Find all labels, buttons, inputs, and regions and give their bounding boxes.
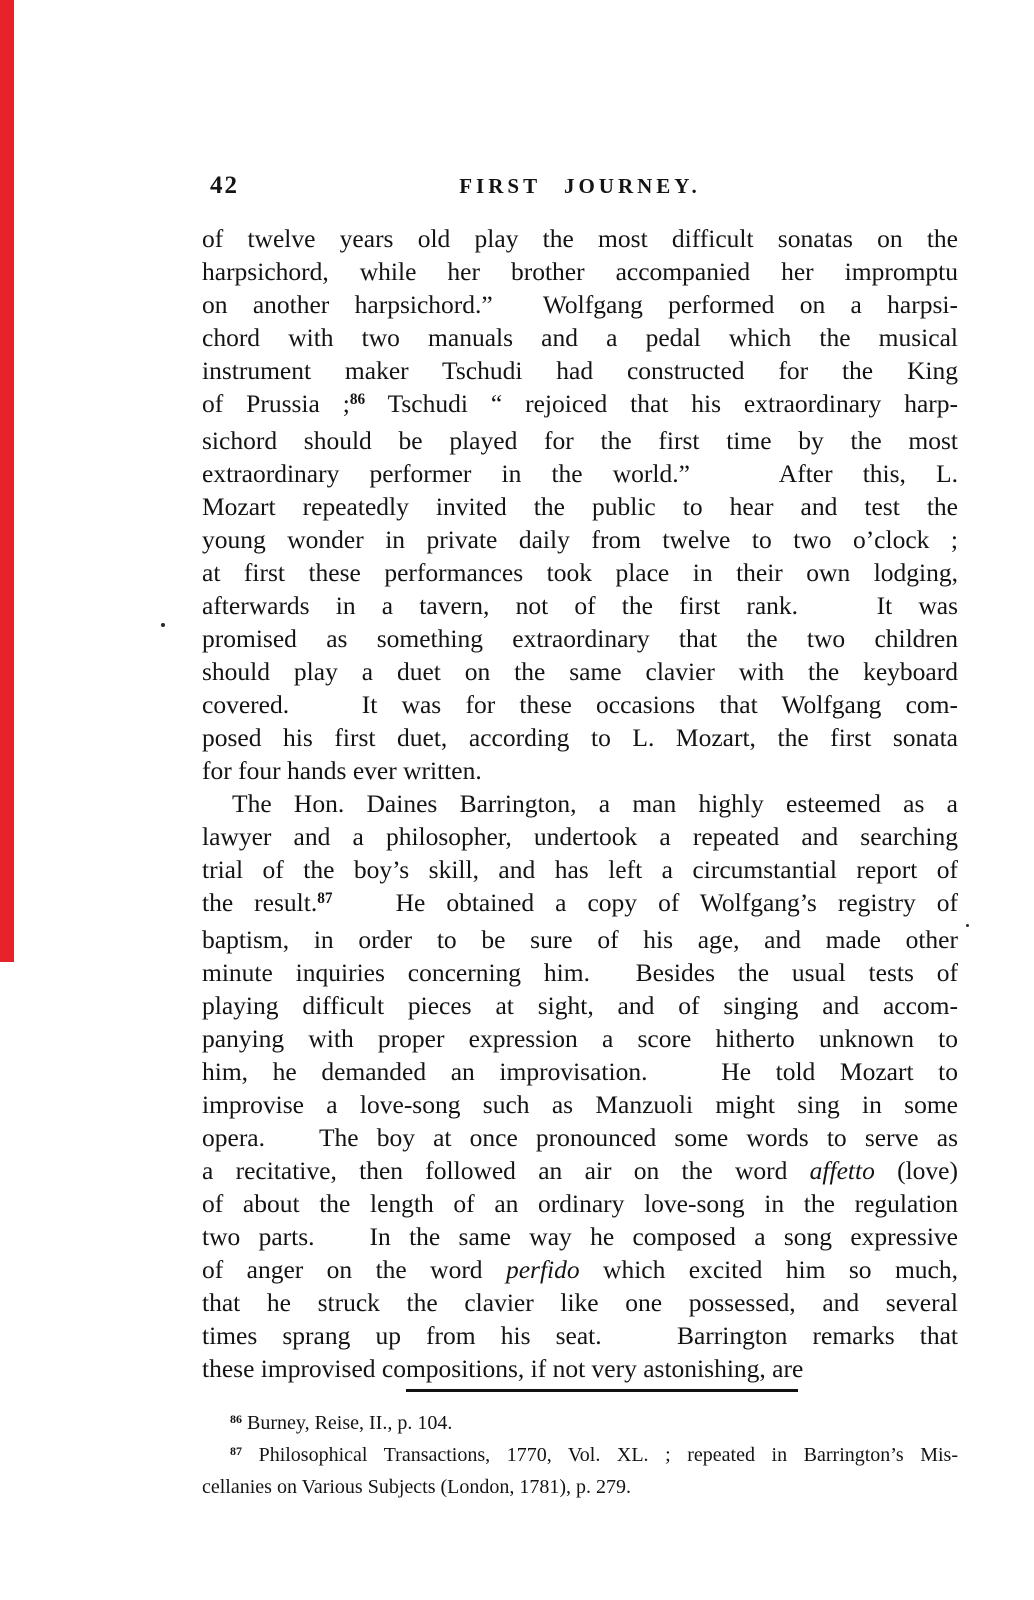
text-run: promised as something extraordinary that the two children [202,624,958,653]
scan-speck [161,623,165,627]
footnote-ref: 87 [230,1444,242,1458]
text-run: panying with proper expression a score hitherto unknown to [202,1024,958,1053]
text-line [202,886,958,923]
text-run: Mozart repeatedly invited the public to hear and test the [202,492,958,521]
text-run: young wonder in private daily from twelve to two o’clock ; [202,525,958,554]
text-run: perfido [505,1255,580,1284]
text-run: two parts. In the same way he composed a song expressive [202,1222,958,1251]
text-line [202,989,958,1022]
text-line [202,923,958,956]
paragraph [202,787,958,1385]
text-line [202,853,958,886]
paragraph [202,222,958,787]
text-run: on another harpsichord.” Wolfgang performed on a harpsi- [202,290,958,319]
text-line [202,1187,958,1220]
text-run: playing difficult pieces at sight, and of singing and accom- [202,991,958,1020]
text-line [202,457,958,490]
text-run: him, he demanded an improvisation. He told Mozart to [202,1057,958,1086]
text-line [202,1319,958,1352]
text-run: of Prussia ; [202,389,350,418]
text-run: (love) [874,1156,958,1185]
text-run: of anger on the word [202,1255,506,1284]
text-line [202,255,958,288]
text-run: of about the length of an ordinary love-song in the regulation [202,1189,958,1218]
scan-speck [966,924,969,927]
text-line [202,1253,958,1286]
text-line [202,688,958,721]
footnote [202,1408,958,1440]
text-line [202,754,958,787]
text-run: afterwards in a tavern, not of the first rank. It was [202,591,958,620]
text-line [202,1286,958,1319]
text-run: posed his first duet, according to L. Mozart, the first sonata [202,723,958,752]
text-run: opera. The boy at once pronounced some words to serve as [202,1123,958,1152]
text-run: which excited him so much, [579,1255,958,1284]
footnote-ref: 86 [349,391,366,409]
text-line [202,655,958,688]
text-line [202,589,958,622]
text-line [202,556,958,589]
footnotes [202,1408,958,1502]
running-head: FIRST JOURNEY. [459,174,701,198]
text-run: of twelve years old play the most difficult sonatas on the [202,224,958,253]
text-run: covered. It was for these occasions that Wolfgang com- [202,690,958,719]
footnote [202,1440,958,1502]
text-line [202,1220,958,1253]
text-line [202,956,958,989]
text-run: Burney, Reise, II., p. 104. [242,1412,453,1434]
page-number: 42 [210,172,239,199]
footnote-ref: 86 [230,1412,242,1426]
text-run: affetto [809,1156,875,1185]
text-run: chord with two manuals and a pedal which the musical [202,323,958,352]
text-line [202,222,958,255]
text-run: cellanies on Various Subjects (London, 1781), p. 279. [202,1476,632,1498]
text-line [202,1121,958,1154]
text-run: Tschudi “ rejoiced that his extraordinary harp- [365,389,958,418]
text-line [202,1088,958,1121]
text-line [202,1352,958,1385]
text-run: lawyer and a philosopher, undertook a repeated and searching [202,822,958,851]
text-line [202,820,958,853]
text-run: should play a duet on the same clavier with the keyboard [202,657,958,686]
book-cover-stripe [0,0,14,962]
text-run: He obtained a copy of Wolfgang’s registry of [332,888,958,917]
text-run: improvise a love-song such as Manzuoli might sing in some [202,1090,958,1119]
text-run: at first these performances took place in their own lodging, [202,558,958,587]
text-run: instrument maker Tschudi had constructed for the King [202,356,958,385]
footnote-ref: 87 [317,890,333,908]
text-line [202,523,958,556]
text-line [202,354,958,387]
text-line [202,424,958,457]
text-line [202,288,958,321]
text-run: a recitative, then followed an air on the word [202,1156,810,1185]
footnote-rule [406,1389,798,1392]
text-line [202,1472,958,1502]
text-run: the result. [202,888,318,917]
text-run: for four hands ever written. [202,756,482,785]
text-run: that he struck the clavier like one possessed, and several [202,1288,958,1317]
page-header [202,172,958,222]
text-line [202,1440,958,1472]
text-line [202,1154,958,1187]
text-line [202,321,958,354]
text-line [202,721,958,754]
text-block [202,172,958,1502]
body-text [202,222,958,1385]
text-run: baptism, in order to be sure of his age, and made other [202,925,958,954]
text-run: trial of the boy’s skill, and has left a circumstantial report of [202,855,958,884]
text-run: The Hon. Daines Barrington, a man highly esteemed as a [232,789,958,818]
text-line [202,1022,958,1055]
text-line [202,490,958,523]
text-run: sichord should be played for the first time by the most [202,426,958,455]
text-run: times sprang up from his seat. Barrington remarks that [202,1321,958,1350]
text-line [202,787,958,820]
text-line [202,1055,958,1088]
text-run: minute inquiries concerning him. Besides the usual tests of [202,958,958,987]
text-run: harpsichord, while her brother accompanied her impromptu [202,257,958,286]
text-line [202,622,958,655]
text-line [202,1408,958,1440]
text-run: Philosophical Transactions, 1770, Vol. XL. ; repeated in Barrington’s Mis- [242,1444,958,1466]
text-run: these improvised compositions, if not very astonishing, are [202,1354,804,1383]
text-line [202,387,958,424]
text-run: extraordinary performer in the world.” After this, L. [202,459,958,488]
